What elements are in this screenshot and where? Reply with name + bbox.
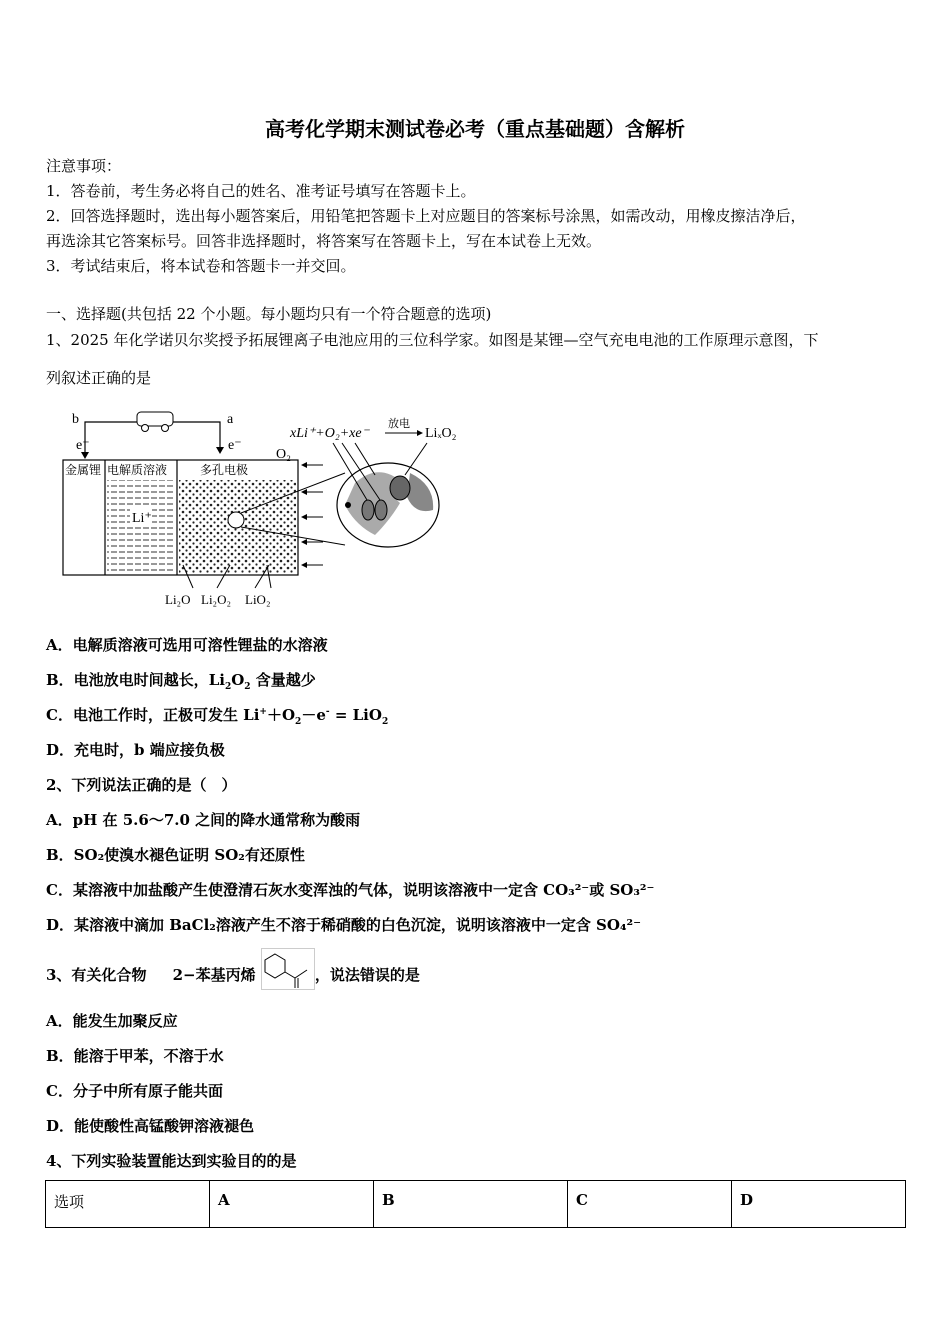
notice-item: 1．答卷前，考生务必将自己的姓名、准考证号填写在答题卡上。 [46, 182, 476, 200]
discharge-condition: 放电 [388, 418, 410, 430]
question-2-stem: 2、下列说法正确的是（ ） [46, 776, 237, 794]
metal-lithium-label: 金属锂 [65, 463, 102, 477]
question-1-stem: 1、2025 年化学诺贝尔奖授予拓展锂离子电池应用的三位科学家。如图是某锂—空气充电电池的工作原理示意图，下 [46, 331, 819, 349]
electrolyte-label: 电解质溶液 [107, 463, 168, 477]
q1-option-b[interactable]: B．电池放电时间越长，$Li_2O_2$ 含量越少 [46, 671, 316, 692]
q2-option-d[interactable]: D．某溶液中滴加 BaCl₂溶液产生不溶于稀硝酸的白色沉淀，说明该溶液中一定含 SO₄²⁻ [46, 916, 642, 934]
electron-label: e⁻ [228, 438, 242, 453]
product-label: LiO₂ [245, 592, 271, 607]
q2-option-a[interactable]: A．pH 在 5.6～7.0 之间的降水通常称为酸雨 [46, 811, 361, 829]
reaction-equation: xLi⁺+O₂+xe⁻ [290, 426, 369, 441]
oxygen-label: O₂ [276, 447, 291, 462]
options-table [45, 1180, 906, 1228]
notice-item: 2．回答选择题时，选出每小题答案后，用铅笔把答题卡上对应题目的答案标号涂黑，如需改动，用橡皮擦洁净后， [46, 207, 806, 225]
table-row [46, 1181, 906, 1228]
product-label: Li₂O₂ [201, 592, 232, 607]
notice-item: 再选涂其它答案标号。回答非选择题时，将答案写在答题卡上，写在本试卷上无效。 [46, 232, 602, 250]
q1-option-c[interactable]: C．电池工作时，正极可发生 $Li^++O_2-e^- = LiO_2$ [46, 706, 389, 727]
product-label: Li₂O [165, 592, 191, 607]
section-heading: 一、选择题(共包括 22 个小题。每小题均只有一个符合题意的选项) [46, 305, 492, 323]
reaction-product: LiₓO₂ [425, 426, 457, 441]
table-cell: B [374, 1181, 568, 1228]
lithium-ion-label: Li⁺ [132, 511, 152, 526]
q1-option-d[interactable]: D．充电时，b 端应接负极 [46, 741, 225, 759]
terminal-b-label: b [72, 412, 79, 427]
table-cell: D [732, 1181, 906, 1228]
table-cell: 选项 [46, 1181, 210, 1228]
q1-option-a[interactable]: A．电解质溶液可选用可溶性锂盐的水溶液 [46, 636, 328, 654]
notice-heading: 注意事项： [46, 157, 122, 175]
q3-option-d[interactable]: D．能使酸性高锰酸钾溶液褪色 [46, 1117, 255, 1135]
table-cell: C [568, 1181, 732, 1228]
question-4-stem: 4、下列实验装置能达到实验目的的是 [46, 1152, 297, 1170]
notice-item: 3．考试结束后，将本试卷和答题卡一并交回。 [46, 257, 356, 275]
q3-option-c[interactable]: C．分子中所有原子能共面 [46, 1082, 223, 1100]
table-cell: A [210, 1181, 374, 1228]
battery-diagram [55, 405, 485, 615]
q3-option-a[interactable]: A．能发生加聚反应 [46, 1012, 178, 1030]
q2-option-c[interactable]: C．某溶液中加盐酸产生使澄清石灰水变浑浊的气体，说明该溶液中一定含 CO₃²⁻或 SO₃²⁻ [46, 881, 655, 899]
question-3-stem: 3、有关化合物 2−苯基丙烯 ，说法错误的是 [46, 962, 420, 990]
question-1-stem-cont: 列叙述正确的是 [46, 369, 152, 387]
q3-option-b[interactable]: B．能溶于甲苯，不溶于水 [46, 1047, 224, 1065]
porous-electrode-label: 多孔电极 [200, 463, 249, 477]
electron-label: e⁻ [76, 438, 90, 453]
q2-option-b[interactable]: B．SO₂使溴水褪色证明 SO₂有还原性 [46, 846, 305, 864]
page-title: 高考化学期末测试卷必考（重点基础题）含解析 [265, 117, 685, 141]
2-phenylpropene-structure-icon [261, 948, 315, 990]
terminal-a-label: a [227, 412, 234, 427]
